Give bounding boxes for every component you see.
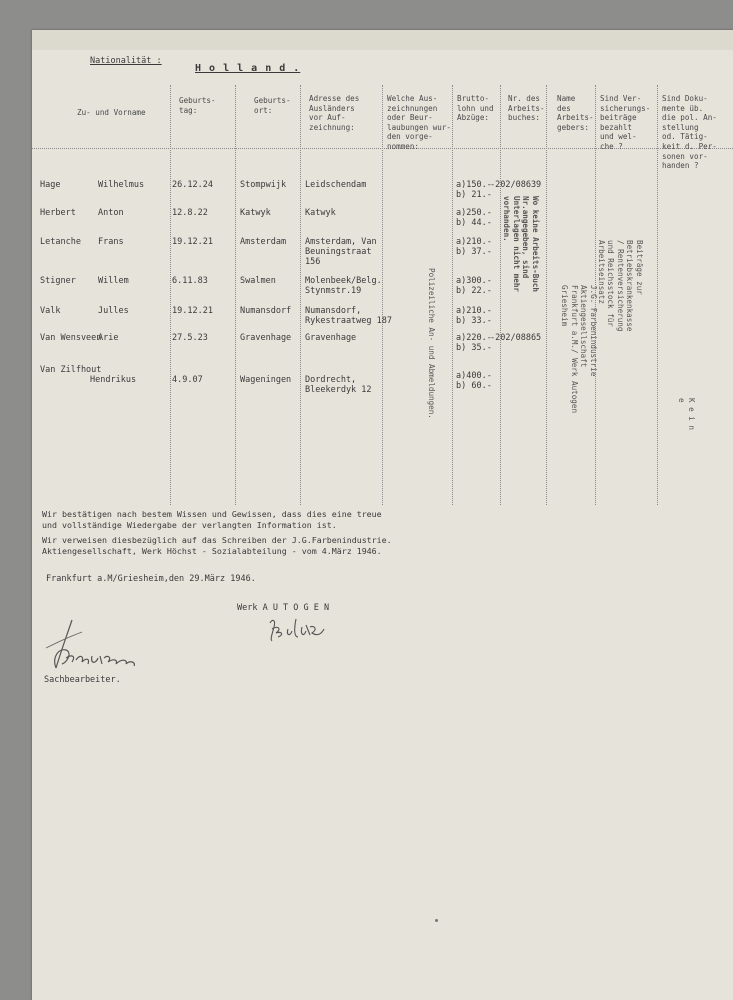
statement-reference: Wir verweisen diesbezüglich auf das Schreiben der J.G.Farbenindustrie. Aktiengesellschaft, Werk Höchst - Sozialabteilung - vom 4.März 1946. bbox=[42, 535, 392, 556]
cell-date: 6.11.83 bbox=[172, 276, 208, 286]
cell-place: Amsterdam bbox=[240, 237, 287, 247]
col-header-name: Zu- und Vorname bbox=[77, 108, 146, 117]
cell-first: Hendrikus bbox=[90, 375, 137, 385]
cell-wage-b: b) 37.- bbox=[456, 247, 492, 257]
cell-book: -202/08865 bbox=[490, 333, 542, 343]
cell-place: Wageningen bbox=[240, 375, 292, 385]
cell-place: Gravenhage bbox=[240, 333, 292, 343]
col-header-wage: Brutto- lohn und Abzüge: bbox=[457, 94, 494, 123]
cell-address: Gravenhage bbox=[305, 333, 357, 343]
cell-wage-a: a)150.- bbox=[456, 180, 492, 190]
cell-first: Anton bbox=[98, 208, 124, 218]
cell-first: Arie bbox=[98, 333, 119, 343]
werk-name: Werk A U T O G E N bbox=[237, 603, 330, 613]
cell-wage-a: a)210.- bbox=[456, 237, 492, 247]
cell-first: Willem bbox=[98, 276, 129, 286]
cell-address: Numansdorf, Rykestraatweg 187 bbox=[305, 306, 392, 326]
cell-date: 26.12.24 bbox=[172, 180, 213, 190]
cell-wage-b: b) 60.- bbox=[456, 381, 492, 391]
cell-first: Wilhelmus bbox=[98, 180, 145, 190]
cell-place: Katwyk bbox=[240, 208, 271, 218]
cell-address: Leidschendam bbox=[305, 180, 367, 190]
cell-name: Stigner bbox=[40, 276, 76, 286]
cell-wage-a: a)250.- bbox=[456, 208, 492, 218]
cell-name: Van Zilfhout bbox=[40, 365, 102, 375]
col-header-documents: Sind Doku- mente üb. die pol. An- stellung od. Tätig- keit d. Per- sonen vor- handen ? bbox=[662, 94, 717, 171]
col-header-birthdate: Geburts- tag: bbox=[179, 96, 216, 115]
cell-name: Herbert bbox=[40, 208, 76, 218]
col-header-insurance: Sind Ver- sicherungs- beiträge bezahlt und wel- che ? bbox=[600, 94, 651, 151]
cell-book: -202/08639 bbox=[490, 180, 542, 190]
cell-address: Molenbeek/Belg. Stynmstr.19 bbox=[305, 276, 382, 296]
cell-wage-a: a)220.- bbox=[456, 333, 492, 343]
cell-address: Dordrecht, Bleekerdyk 12 bbox=[305, 375, 372, 395]
note-workbook: Wo keine Arbeits-Buch Nr.angegeben, sind Unterlagen nicht mehr vorhanden. bbox=[502, 196, 540, 293]
cell-wage-a: a)300.- bbox=[456, 276, 492, 286]
cell-address: Katwyk bbox=[305, 208, 336, 218]
cell-first: Julles bbox=[98, 306, 129, 316]
cell-wage-a: a)210.- bbox=[456, 306, 492, 316]
nationality-label: Nationalität : bbox=[90, 56, 162, 66]
cell-wage-b: b) 35.- bbox=[456, 343, 492, 353]
note-employer: J.G. Farbenindustrie Aktiengesellschaft Frankfurt a.M./ Werk Autogen Griesheim bbox=[560, 285, 598, 414]
document-sheet bbox=[32, 30, 733, 1000]
cell-address: Amsterdam, Van Beuningstraat 156 bbox=[305, 237, 377, 267]
cell-place: Swalmen bbox=[240, 276, 276, 286]
cell-name: Hage bbox=[40, 180, 61, 190]
paper-mark bbox=[435, 919, 438, 922]
cell-name: Valk bbox=[40, 306, 61, 316]
cell-date: 19.12.21 bbox=[172, 237, 213, 247]
top-band bbox=[32, 30, 733, 50]
signer-role: Sachbearbeiter. bbox=[44, 675, 121, 685]
cell-name: Van Wensveen bbox=[40, 333, 102, 343]
col-header-workbook: Nr. des Arbeits- buches: bbox=[508, 94, 545, 123]
cell-name: Letanche bbox=[40, 237, 81, 247]
cell-date: 4.9.07 bbox=[172, 375, 203, 385]
note-keine: K e i n e bbox=[677, 398, 696, 431]
place-date: Frankfurt a.M/Griesheim,den 29.März 1946. bbox=[46, 574, 256, 584]
cell-date: 19.12.21 bbox=[172, 306, 213, 316]
cell-wage-b: b) 44.- bbox=[456, 218, 492, 228]
cell-wage-a: a)400.- bbox=[456, 371, 492, 381]
cell-wage-b: b) 22.- bbox=[456, 286, 492, 296]
signature-clerk bbox=[42, 618, 162, 678]
statement-confirmation: Wir bestätigen nach bestem Wissen und Gewissen, dass dies eine treue und vollständige Wiedergabe der verlangten Information ist. bbox=[42, 509, 382, 530]
cell-wage-b: b) 21.- bbox=[456, 190, 492, 200]
col-header-employer: Name des Arbeits- gebers: bbox=[557, 94, 594, 132]
signature-werk bbox=[266, 615, 336, 645]
cell-first: Frans bbox=[98, 237, 124, 247]
cell-place: Stompwijk bbox=[240, 180, 287, 190]
col-header-address: Adresse des Ausländers vor Auf- zeichnung: bbox=[309, 94, 360, 132]
cell-place: Numansdorf bbox=[240, 306, 292, 316]
nationality-value: H o l l a n d . bbox=[195, 63, 301, 74]
col-header-records: Welche Aus- zeichnungen oder Beur- laubungen wur- den vorge- nommen: bbox=[387, 94, 452, 151]
note-police-registration: Polizeiliche An- und Abmeldungen. bbox=[427, 268, 436, 419]
col-header-birthplace: Geburts- ort: bbox=[254, 96, 291, 115]
note-contributions: Beiträge zur Betriebskrankenkasse / Rentenversicherung und Reichsstock für Arbeitseinsatz bbox=[597, 240, 644, 332]
cell-wage-b: b) 33.- bbox=[456, 316, 492, 326]
cell-date: 27.5.23 bbox=[172, 333, 208, 343]
cell-date: 12.8.22 bbox=[172, 208, 208, 218]
